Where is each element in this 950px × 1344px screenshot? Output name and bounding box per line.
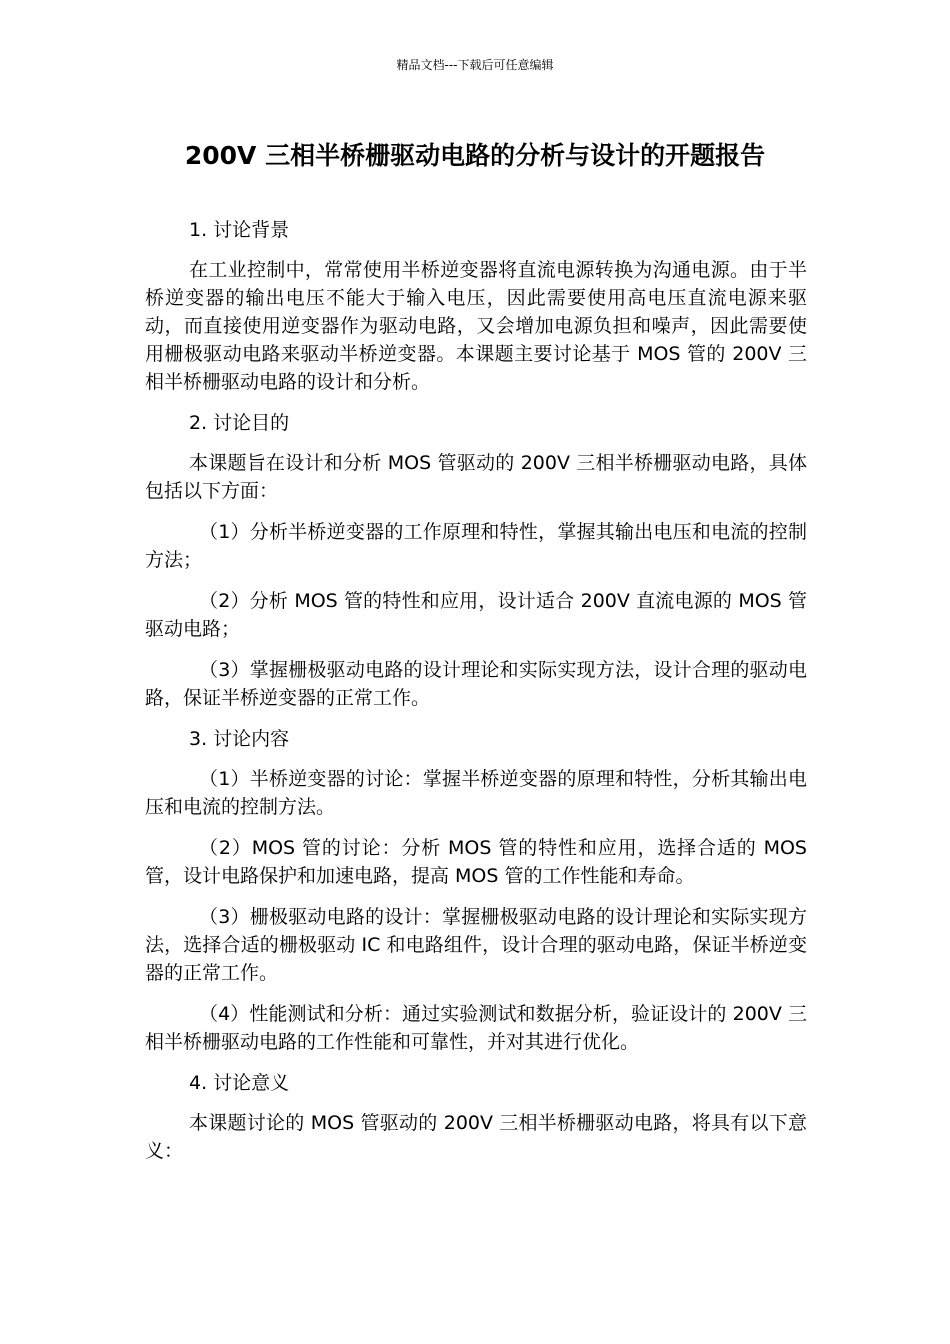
purpose-item: （1）分析半桥逆变器的工作原理和特性，掌握其输出电压和电流的控制方法； [145, 521, 807, 571]
header-note: 精品文档---下载后可任意编辑 [396, 58, 554, 72]
section-heading-purpose: 2. 讨论目的 [189, 412, 290, 434]
purpose-item: （2）分析 MOS 管的特性和应用，设计适合 200V 直流电源的 MOS 管驱动电路； [145, 590, 807, 640]
section-heading-content: 3. 讨论内容 [189, 728, 290, 750]
section-heading-significance: 4. 讨论意义 [189, 1072, 290, 1094]
purpose-item: （3）掌握栅极驱动电路的设计理论和实际实现方法，设计合理的驱动电路，保证半桥逆变器的正常工作。 [145, 659, 807, 709]
document-title: 200V 三相半桥栅驱动电路的分析与设计的开题报告 [184, 141, 766, 170]
document-body [145, 216, 807, 1178]
significance-paragraph: 本课题讨论的 MOS 管驱动的 200V 三相半桥栅驱动电路，将具有以下意义： [145, 1112, 807, 1162]
content-item: （3）栅极驱动电路的设计：掌握栅极驱动电路的设计理论和实际实现方法，选择合适的栅极驱动 IC 和电路组件，设计合理的驱动电路，保证半桥逆变器的正常工作。 [145, 906, 807, 984]
section-heading-background: 1. 讨论背景 [189, 219, 290, 241]
background-paragraph: 在工业控制中，常常使用半桥逆变器将直流电源转换为沟通电源。由于半桥逆变器的输出电压不能大于输入电压，因此需要使用高电压直流电源来驱动，而直接使用逆变器作为驱动电路，又会增加电源负担和噪声，因此需要使用栅极驱动电路来驱动半桥逆变器。本课题主要讨论基于 MOS 管的 200V 三相半桥栅驱动电路的设计和分析。 [145, 259, 807, 393]
content-item: （1）半桥逆变器的讨论：掌握半桥逆变器的原理和特性，分析其输出电压和电流的控制方法。 [145, 768, 807, 818]
content-item: （2）MOS 管的讨论：分析 MOS 管的特性和应用，选择合适的 MOS 管，设计电路保护和加速电路，提高 MOS 管的工作性能和寿命。 [145, 837, 807, 887]
content-item: （4）性能测试和分析：通过实验测试和数据分析，验证设计的 200V 三相半桥栅驱动电路的工作性能和可靠性，并对其进行优化。 [145, 1003, 807, 1053]
purpose-intro: 本课题旨在设计和分析 MOS 管驱动的 200V 三相半桥栅驱动电路，具体包括以下方面： [145, 452, 807, 502]
